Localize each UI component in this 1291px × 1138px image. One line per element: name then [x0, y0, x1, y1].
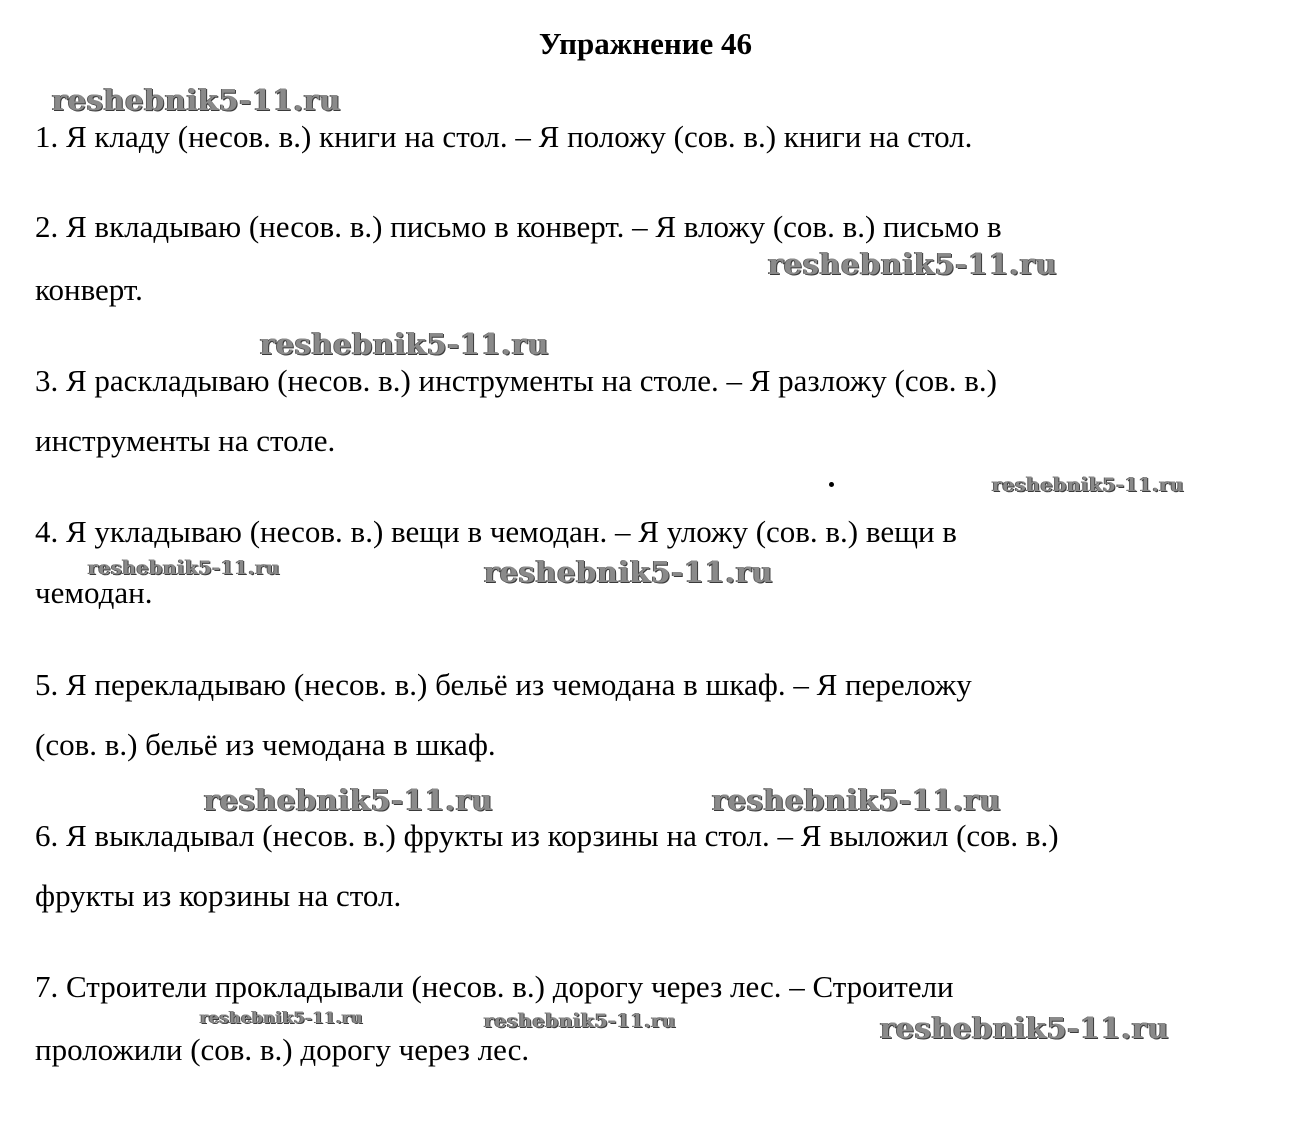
watermark: reshebnik5-11.ru [484, 1010, 677, 1032]
watermark: reshebnik5-11.ru [88, 557, 281, 579]
sentence-2-line-1: 2. Я вкладываю (несов. в.) письмо в конверт. – Я вложу (сов. в.) письмо в [35, 209, 1002, 244]
sentence-3-line-2: инструменты на столе. [35, 423, 336, 458]
watermark: reshebnik5-11.ru [484, 555, 774, 589]
watermark: reshebnik5-11.ru [260, 327, 550, 361]
sentence-3-line-1: 3. Я раскладываю (несов. в.) инструменты на столе. – Я разложу (сов. в.) [35, 363, 997, 398]
watermark: reshebnik5-11.ru [52, 83, 342, 117]
sentence-6-line-2: фрукты из корзины на стол. [35, 878, 402, 913]
watermark: reshebnik5-11.ru [992, 474, 1185, 496]
exercise-title: Упражнение 46 [538, 26, 753, 61]
sentence-6-line-1: 6. Я выкладывал (несов. в.) фрукты из корзины на стол. – Я выложил (сов. в.) [35, 818, 1059, 853]
sentence-4-line-1: 4. Я укладываю (несов. в.) вещи в чемодан. – Я уложу (сов. в.) вещи в [35, 514, 957, 549]
sentence-5-line-1: 5. Я перекладываю (несов. в.) бельё из чемодана в шкаф. – Я переложу [35, 667, 972, 702]
sentence-7-line-2: проложили (сов. в.) дорогу через лес. [35, 1032, 530, 1067]
stray-dot [829, 482, 834, 487]
sentence-5-line-2: (сов. в.) бельё из чемодана в шкаф. [35, 727, 496, 762]
sentence-4-line-2: чемодан. [35, 575, 153, 610]
sentence-1-line-1: 1. Я кладу (несов. в.) книги на стол. – Я положу (сов. в.) книги на стол. [35, 119, 973, 154]
sentence-7-line-1: 7. Строители прокладывали (несов. в.) дорогу через лес. – Строители [35, 969, 954, 1004]
watermark: reshebnik5-11.ru [204, 783, 494, 817]
watermark: reshebnik5-11.ru [768, 247, 1058, 281]
watermark: reshebnik5-11.ru [200, 1008, 364, 1027]
sentence-2-line-2: конверт. [35, 272, 143, 307]
watermark: reshebnik5-11.ru [712, 783, 1002, 817]
watermark: reshebnik5-11.ru [880, 1011, 1170, 1045]
